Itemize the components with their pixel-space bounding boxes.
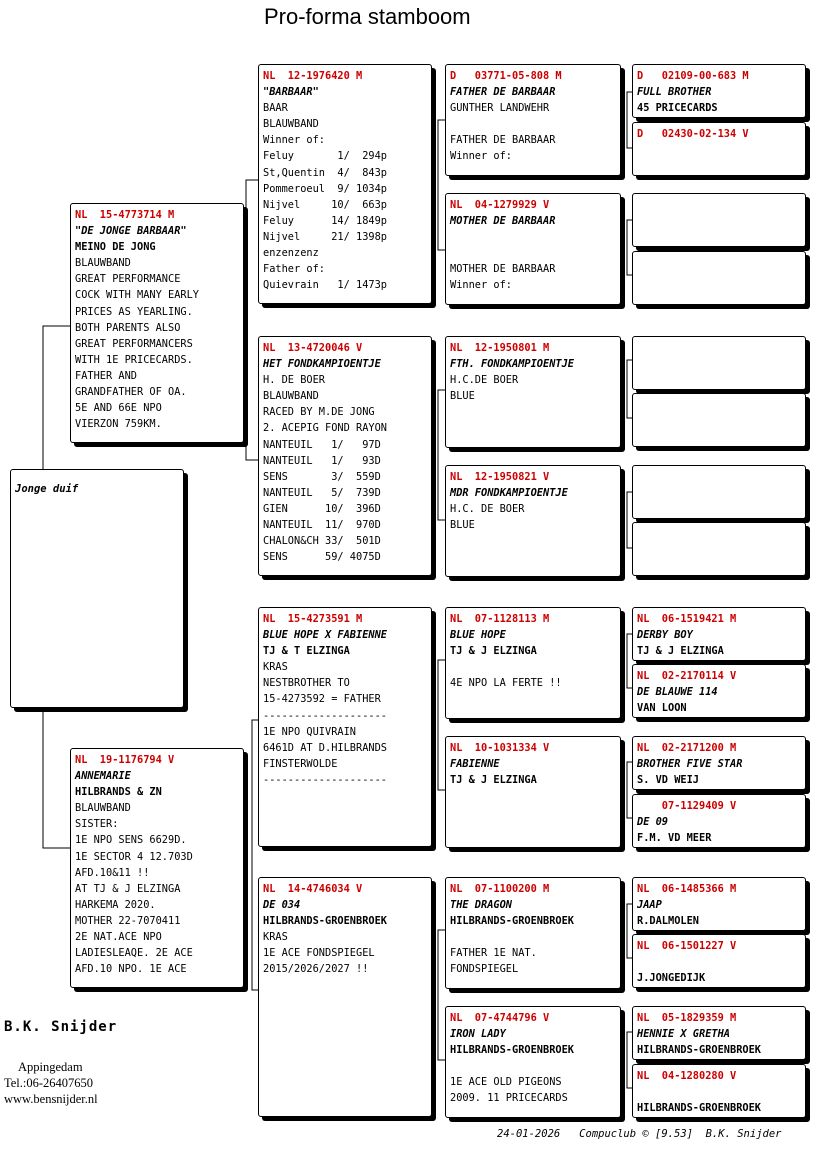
breeder-city: Appingedam [18, 1060, 83, 1074]
granddam-maternal-box[interactable] [258, 877, 432, 1117]
info-line: NANTEUIL 1/ 93D [263, 454, 381, 467]
gen4-box-3[interactable] [632, 193, 806, 247]
pigeon-owner: MEINO DE JONG [75, 241, 156, 254]
pigeon-owner: TJ & J ELZINGA [450, 774, 537, 787]
pigeon-owner: F.M. VD MEER [637, 832, 712, 845]
pigeon-owner: H. DE BOER [263, 374, 325, 387]
info-line: 15-4273592 = FATHER [263, 693, 381, 706]
gen4-box-2[interactable] [632, 122, 806, 176]
info-line: BLUE [450, 519, 475, 532]
pigeon-name: FATHER DE BARBAAR [450, 86, 556, 99]
info-line: AFD.10&11 !! [75, 866, 150, 879]
info-line: NANTEUIL 5/ 739D [263, 486, 381, 499]
ring-number: NL 12-1950821 V [450, 471, 550, 483]
info-line: AFD.10 NPO. 1E ACE [75, 963, 187, 976]
gen3-box-6[interactable] [445, 736, 621, 848]
ring-number: NL 07-4744796 V [450, 1012, 550, 1024]
ring-number: NL 02-2170114 V [637, 670, 737, 682]
info-line: PRICES AS YEARLING. [75, 305, 193, 318]
breeder-website[interactable]: www.bensnijder.nl [4, 1092, 98, 1106]
gen4-box-14[interactable] [632, 934, 806, 988]
gen3-box-3[interactable] [445, 336, 621, 448]
ring-number: NL 12-1976420 M [263, 70, 363, 82]
info-line: FONDSPIEGEL [450, 963, 519, 976]
ring-number: NL 02-2171200 M [637, 742, 737, 754]
pigeon-name: DE BLAUWE 114 [637, 686, 718, 699]
gen4-box-13[interactable] [632, 877, 806, 931]
pigeon-owner: S. VD WEIJ [637, 774, 699, 787]
pigeon-owner: HILBRANDS-GROENBROEK [450, 915, 574, 928]
pigeon-owner: TJ & J ELZINGA [637, 645, 724, 658]
info-line: SENS 3/ 559D [263, 470, 381, 483]
pigeon-owner: R.DALMOLEN [637, 915, 699, 928]
gen4-box-15[interactable] [632, 1006, 806, 1060]
gen4-box-1[interactable] [632, 64, 806, 118]
gen4-box-7[interactable] [632, 465, 806, 519]
info-line: SISTER: [75, 818, 119, 831]
info-line: 2009. 11 PRICECARDS [450, 1092, 568, 1105]
info-line [450, 229, 616, 245]
info-line: FATHER 1E NAT. [450, 947, 537, 960]
info-line: 1E NPO SENS 6629D. [75, 834, 187, 847]
info-line: 1E NPO QUIVRAIN [263, 725, 356, 738]
info-line [450, 929, 616, 945]
info-line: 1E ACE OLD PIGEONS [450, 1076, 562, 1089]
info-line: 2. ACEPIG FOND RAYON [263, 422, 387, 435]
info-line: NANTEUIL 11/ 970D [263, 519, 381, 532]
info-line: Winner of: [450, 279, 512, 292]
pigeon-name: HET FONDKAMPIOENTJE [263, 358, 381, 371]
gen4-box-4[interactable] [632, 251, 806, 305]
info-line: KRAS [263, 931, 288, 944]
info-line: BLAUWBAND [75, 802, 131, 815]
pigeon-owner: 45 PRICECARDS [637, 102, 718, 115]
ring-number: NL 14-4746034 V [263, 883, 363, 895]
pigeon-name: FULL BROTHER [637, 86, 712, 99]
pigeon-owner: GUNTHER LANDWEHR [450, 102, 550, 115]
ring-number: NL 10-1031334 V [450, 742, 550, 754]
pigeon-name: DERBY BOY [637, 629, 693, 642]
info-line: Nijvel 10/ 663p [263, 198, 387, 211]
ring-number: NL 15-4273591 M [263, 613, 363, 625]
ring-number: D 02430-02-134 V [637, 128, 749, 140]
footer-credits: 24-01-2026 Compuclub © [9.53] B.K. Snijder [497, 1128, 782, 1140]
pigeon-name: ANNEMARIE [75, 770, 131, 783]
info-line: BLUE [450, 390, 475, 403]
info-line: BLAUWBAND [263, 118, 319, 131]
grandsire-paternal-box[interactable] [258, 64, 432, 304]
gen4-box-6[interactable] [632, 393, 806, 447]
info-line: GREAT PERFORMANCE [75, 273, 181, 286]
gen4-box-12[interactable] [632, 794, 806, 848]
info-line: BOTH PARENTS ALSO [75, 321, 181, 334]
gen4-box-11[interactable] [632, 736, 806, 790]
info-line: LADIESLEAQE. 2E ACE [75, 947, 193, 960]
info-line: 1E ACE FONDSPIEGEL [263, 947, 375, 960]
info-line: -------------------- [263, 773, 387, 786]
info-line: MOTHER DE BARBAAR [450, 263, 556, 276]
pigeon-name [637, 954, 801, 970]
gen4-box-16[interactable] [632, 1064, 806, 1118]
pigeon-owner: TJ & J ELZINGA [450, 645, 537, 658]
info-line [450, 659, 616, 675]
gen3-box-1[interactable] [445, 64, 621, 176]
ring-number: NL 12-1950801 M [450, 342, 550, 354]
info-line: -------------------- [263, 709, 387, 722]
info-line: GREAT PERFORMANCERS [75, 337, 193, 350]
pigeon-owner: BAAR [263, 102, 288, 115]
ring-number: NL 07-1100200 M [450, 883, 550, 895]
info-line: CHALON&CH 33/ 501D [263, 535, 381, 548]
info-line: Feluy 14/ 1849p [263, 214, 387, 227]
gen3-box-8[interactable] [445, 1006, 621, 1118]
info-line: BLAUWBAND [263, 390, 319, 403]
info-line: Feluy 1/ 294p [263, 150, 387, 163]
pigeon-name: "BARBAAR" [263, 86, 319, 99]
info-line: 2015/2026/2027 !! [263, 963, 369, 976]
ring-number: NL 05-1829359 M [637, 1012, 737, 1024]
gen4-box-5[interactable] [632, 336, 806, 390]
info-line: 4E NPO LA FERTE !! [450, 677, 562, 690]
subject-box[interactable] [10, 469, 184, 708]
pigeon-name: MOTHER DE BARBAAR [450, 215, 556, 228]
info-line: Father of: [263, 263, 325, 276]
pigeon-name: BROTHER FIVE STAR [637, 758, 743, 771]
info-line: enzenzenz [263, 247, 319, 260]
info-line: 2E NAT.ACE NPO [75, 931, 162, 944]
pigeon-name: JAAP [637, 899, 662, 912]
pigeon-owner: HILBRANDS-GROENBROEK [637, 1102, 761, 1115]
info-line: WITH 1E PRICECARDS. [75, 353, 193, 366]
info-line: HARKEMA 2020. [75, 898, 156, 911]
pigeon-owner: HILBRANDS-GROENBROEK [263, 915, 387, 928]
pigeon-owner: VAN LOON [637, 702, 687, 715]
dam-box[interactable] [70, 748, 244, 988]
ring-number: NL 13-4720046 V [263, 342, 363, 354]
pigeon-name: FABIENNE [450, 758, 500, 771]
pigeon-owner: J.JONGEDIJK [637, 972, 706, 985]
info-line: St,Quentin 4/ 843p [263, 166, 387, 179]
pigeon-name [637, 1084, 801, 1100]
pigeon-name: BLUE HOPE X FABIENNE [263, 629, 387, 642]
ring-number: 07-1129409 V [637, 800, 737, 812]
info-line: SENS 59/ 4075D [263, 551, 381, 564]
pigeon-owner: HILBRANDS & ZN [75, 786, 162, 799]
pigeon-owner: HILBRANDS-GROENBROEK [637, 1044, 761, 1057]
ring-number: NL 06-1519421 M [637, 613, 737, 625]
info-line: MOTHER 22-7070411 [75, 914, 181, 927]
pigeon-name: MDR FONDKAMPIOENTJE [450, 487, 568, 500]
page-title: Pro-forma stamboom [264, 4, 471, 29]
gen4-box-8[interactable] [632, 522, 806, 576]
sire-box[interactable] [70, 203, 244, 443]
info-line: AT TJ & J ELZINGA [75, 882, 181, 895]
ring-number: NL 06-1485366 M [637, 883, 737, 895]
info-line: GIEN 10/ 396D [263, 502, 381, 515]
pigeon-name: DE 034 [263, 899, 301, 912]
info-line [450, 116, 616, 132]
pigeon-name: BLUE HOPE [450, 629, 506, 642]
pigeon-name: THE DRAGON [450, 899, 512, 912]
info-line: 6461D AT D.HILBRANDS [263, 741, 387, 754]
gen3-box-5[interactable] [445, 607, 621, 719]
gen4-box-10[interactable] [632, 664, 806, 718]
pigeon-name: "DE JONGE BARBAAR" [75, 225, 187, 238]
info-line: GRANDFATHER OF OA. [75, 386, 187, 399]
gen3-box-2[interactable] [445, 193, 621, 305]
info-line: NESTBROTHER TO [263, 677, 350, 690]
ring-number: NL 04-1279929 V [450, 199, 550, 211]
info-line: RACED BY M.DE JONG [263, 406, 375, 419]
ring-number: NL 04-1280280 V [637, 1070, 737, 1082]
info-line: BLAUWBAND [75, 257, 131, 270]
info-line: Winner of: [450, 150, 512, 163]
gen3-box-7[interactable] [445, 877, 621, 989]
pigeon-name: DE 09 [637, 816, 668, 829]
pigeon-name: FTH. FONDKAMPIOENTJE [450, 358, 574, 371]
info-line: Winner of: [263, 134, 325, 147]
grandsire-maternal-box[interactable] [258, 607, 432, 847]
info-line: Nijvel 21/ 1398p [263, 230, 387, 243]
ring-number: NL 15-4773714 M [75, 209, 175, 221]
info-line: KRAS [263, 661, 288, 674]
breeder-phone: Tel.:06-26407650 [4, 1076, 94, 1090]
info-line: VIERZON 759KM. [75, 418, 162, 431]
pigeon-owner: H.C.DE BOER [450, 374, 519, 387]
granddam-paternal-box[interactable] [258, 336, 432, 576]
ring-number: D 02109-00-683 M [637, 70, 749, 82]
pigeon-owner: TJ & T ELZINGA [263, 645, 350, 658]
info-line: FATHER AND [75, 369, 137, 382]
info-line: FINSTERWOLDE [263, 757, 338, 770]
pigeon-owner: H.C. DE BOER [450, 503, 525, 516]
info-line: Pommeroeul 9/ 1034p [263, 182, 387, 195]
info-line: NANTEUIL 1/ 97D [263, 438, 381, 451]
ring-number: NL 07-1128113 M [450, 613, 550, 625]
info-line: 5E AND 66E NPO [75, 402, 162, 415]
ring-number: NL 06-1501227 V [637, 940, 737, 952]
ring-number: NL 19-1176794 V [75, 754, 175, 766]
info-line: Quievrain 1/ 1473p [263, 279, 387, 292]
info-line: 1E SECTOR 4 12.703D [75, 850, 193, 863]
ring-number: D 03771-05-808 M [450, 70, 562, 82]
gen3-box-4[interactable] [445, 465, 621, 577]
breeder-name: B.K. Snijder [4, 1019, 118, 1035]
gen4-box-9[interactable] [632, 607, 806, 661]
pigeon-name: HENNIE X GRETHA [637, 1028, 730, 1041]
info-line [450, 1058, 616, 1074]
pigeon-name: IRON LADY [450, 1028, 506, 1041]
subject-label: Jonge duif [15, 483, 79, 495]
info-line [450, 245, 616, 261]
info-line: FATHER DE BARBAAR [450, 134, 556, 147]
info-line: COCK WITH MANY EARLY [75, 289, 199, 302]
pigeon-owner: HILBRANDS-GROENBROEK [450, 1044, 574, 1057]
